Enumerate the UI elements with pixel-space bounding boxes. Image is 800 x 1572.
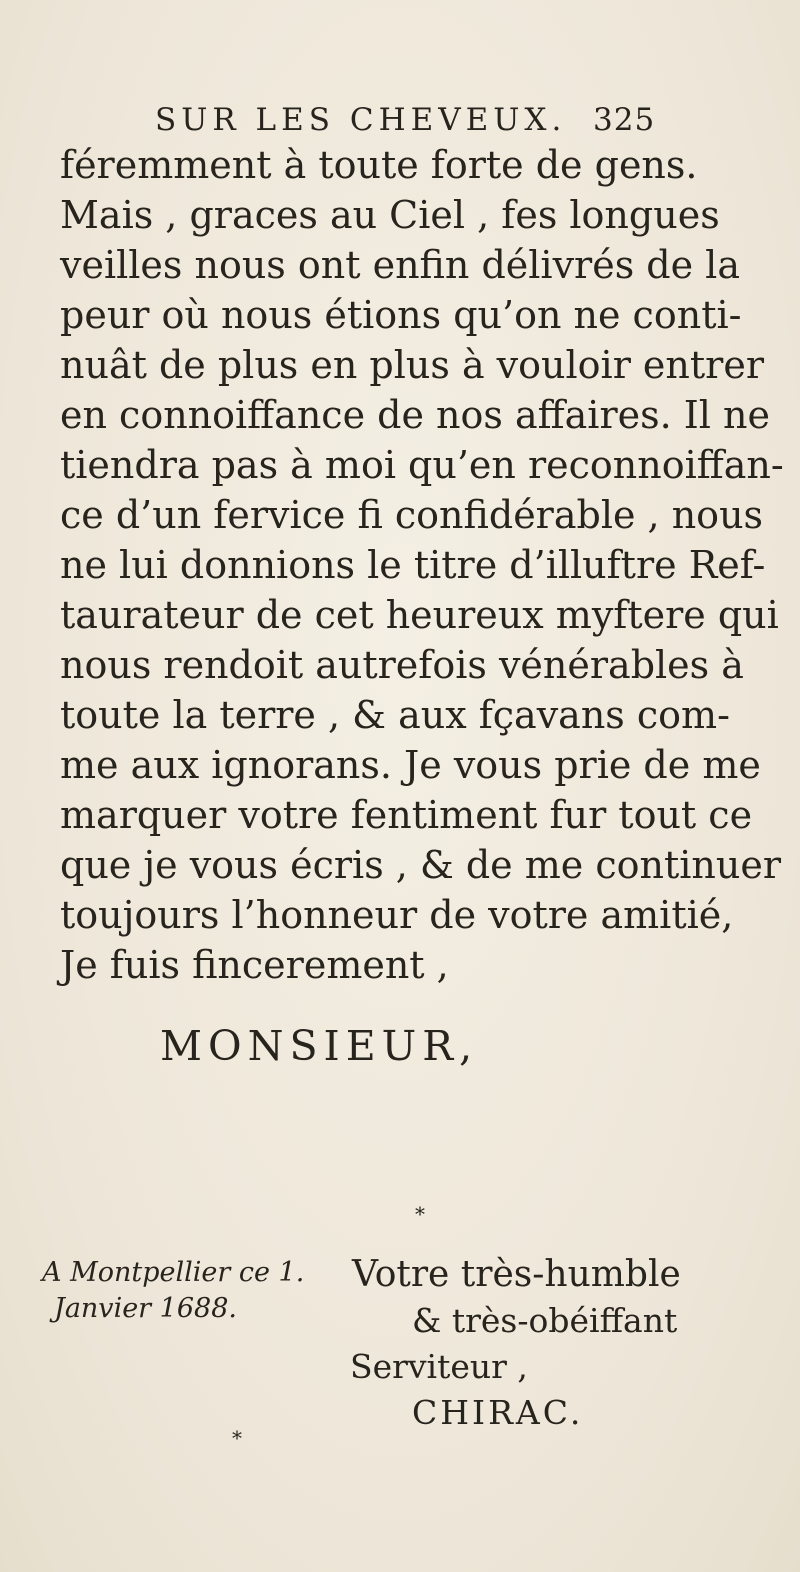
- running-header: [155, 102, 656, 138]
- text-line: que je vous écris , & de me continuer: [60, 843, 781, 887]
- closing-line: & très-obéiffant: [412, 1301, 678, 1340]
- text-line: Je fuis fincerement ,: [60, 943, 449, 987]
- text-line: ce d’un fervice fi confidérable , nous: [60, 493, 764, 537]
- ornament-star: *: [232, 1426, 242, 1450]
- text-line: marquer votre fentiment fur tout ce: [60, 793, 753, 837]
- text-line: en connoiffance de nos affaires. Il ne: [60, 393, 770, 437]
- text-line: me aux ignorans. Je vous prie de me: [60, 743, 761, 787]
- salutation: MONSIEUR,: [160, 1022, 479, 1070]
- text-line: féremment à toute forte de gens.: [60, 143, 698, 187]
- text-line: toujours l’honneur de votre amitié,: [60, 893, 734, 937]
- text-line: nous rendoit autrefois vénérables à: [60, 643, 744, 687]
- place-date: [42, 1255, 304, 1327]
- text-line: ne lui donnions le titre d’illuftre Ref-: [60, 543, 766, 587]
- ornament-star: *: [415, 1202, 425, 1226]
- text-line: toute la terre , & aux fçavans com-: [60, 693, 730, 737]
- page-number: 325: [593, 102, 656, 138]
- text-line: peur où nous étions qu’on ne conti-: [60, 293, 742, 337]
- closing-line: Votre très-humble: [352, 1254, 681, 1295]
- signer-name: CHIRAC.: [412, 1393, 584, 1432]
- place-date-line: Janvier 1688.: [54, 1293, 237, 1324]
- place-date-line: A Montpellier ce 1.: [42, 1257, 305, 1288]
- text-line: taurateur de cet heureux myftere qui: [60, 593, 779, 637]
- closing-line: Serviteur ,: [350, 1347, 528, 1386]
- letter-body: [60, 140, 784, 990]
- text-line: tiendra pas à moi qu’en reconnoiffan-: [60, 443, 784, 487]
- signature-block: [320, 1252, 681, 1436]
- text-line: nuât de plus en plus à vouloir entrer: [60, 343, 764, 387]
- text-line: veilles nous ont enfin délivrés de la: [60, 243, 740, 287]
- running-title: SUR LES CHEVEUX.: [155, 102, 567, 138]
- text-line: Mais , graces au Ciel , fes longues: [60, 193, 720, 237]
